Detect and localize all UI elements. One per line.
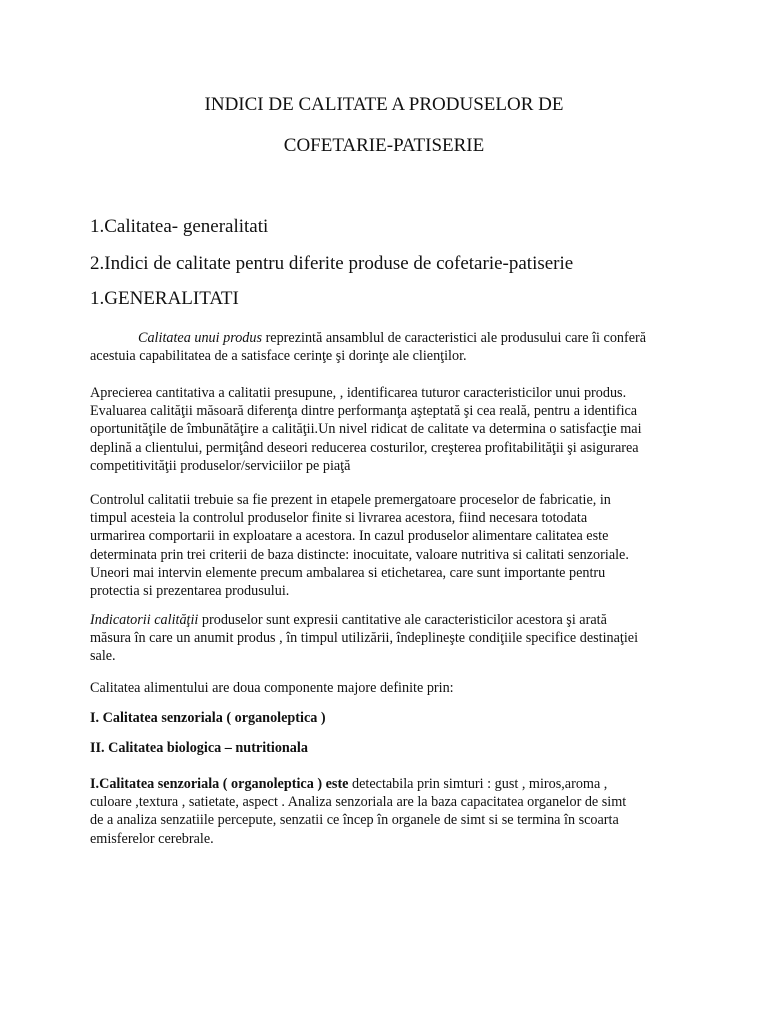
paragraph-evaluation: Aprecierea cantitativa a calitatii presupune, , identificarea tuturor caracteristicilor unui produs. Evaluarea calităţii măsoară diferenţa dintre performanţa aşteptată şi cea reală, pentru a identifica oportunităţile de îmbunătăţire a calităţii.Un nivel ridicat de calitate va determina o satisfacţie mai deplină a clientului, permiţând deseori reducerea costurilor, creşterea profitabilităţii şi asigurarea competitivităţii produselor/serviciilor pe piaţă: [90, 385, 642, 474]
section-heading: 1.GENERALITATI: [90, 288, 239, 309]
paragraph-components-intro: Calitatea alimentului are doua componente majore definite prin:: [90, 680, 454, 696]
italic-term: Indicatorii calităţii: [90, 612, 199, 628]
bold-term: I.Calitatea senzoriala ( organoleptica ) este: [90, 776, 349, 792]
document-title-line-2: COFETARIE-PATISERIE: [283, 135, 485, 156]
document-title-line-1: INDICI DE CALITATE A PRODUSELOR DE: [204, 94, 564, 115]
paragraph-indicators: Indicatorii calităţii produselor sunt expresii cantitative ale caracteristicilor acestora şi arată măsura în care un anumit produs , în timpul utilizării, îndeplineşte condiţiile specifice destinaţiei sale.: [90, 612, 639, 665]
italic-term: Calitatea unui produs: [138, 330, 263, 346]
paragraph-sensory-quality: I.Calitatea senzoriala ( organoleptica ) este detectabila prin simturi : gust , miros,aroma , culoare ,textura , satietate, aspect . Analiza senzoriala are la baza capacitatea organelor de simt de a analiza senzatiile percepute, senzatii ce încep în organele de simt si se termina în scoarta emisferelor cerebrale.: [90, 776, 627, 847]
paragraph-definition: Calitatea unui produs reprezintă ansamblul de caracteristici ale produsului care îi conferă acestuia capabilitatea de a satisface cerinţe şi dorinţe ale clienţilor.: [90, 330, 647, 365]
toc-item-2: 2.Indici de calitate pentru diferite produse de cofetarie-patiserie: [90, 253, 574, 274]
toc-item-1: 1.Calitatea- generalitati: [90, 216, 269, 237]
component-1: I. Calitatea senzoriala ( organoleptica ): [90, 710, 326, 726]
paragraph-quality-control: Controlul calitatii trebuie sa fie prezent in etapele premergatoare proceselor de fabricatie, in timpul acesteia la controlul produselor finite si livrarea acestora, fiind necesara totodata urmarirea comportarii in exploatare a acestora. In cazul produselor alimentare calitatea este determinata prin trei criterii de baza distincte: inocuitate, valoare nutritiva si calitati senzoriale. Uneori mai intervin elemente precum ambalarea si etichetarea, care sunt importante pentru protectia si prezentarea produsului.: [90, 492, 629, 600]
component-2: II. Calitatea biologica – nutritionala: [90, 740, 308, 756]
